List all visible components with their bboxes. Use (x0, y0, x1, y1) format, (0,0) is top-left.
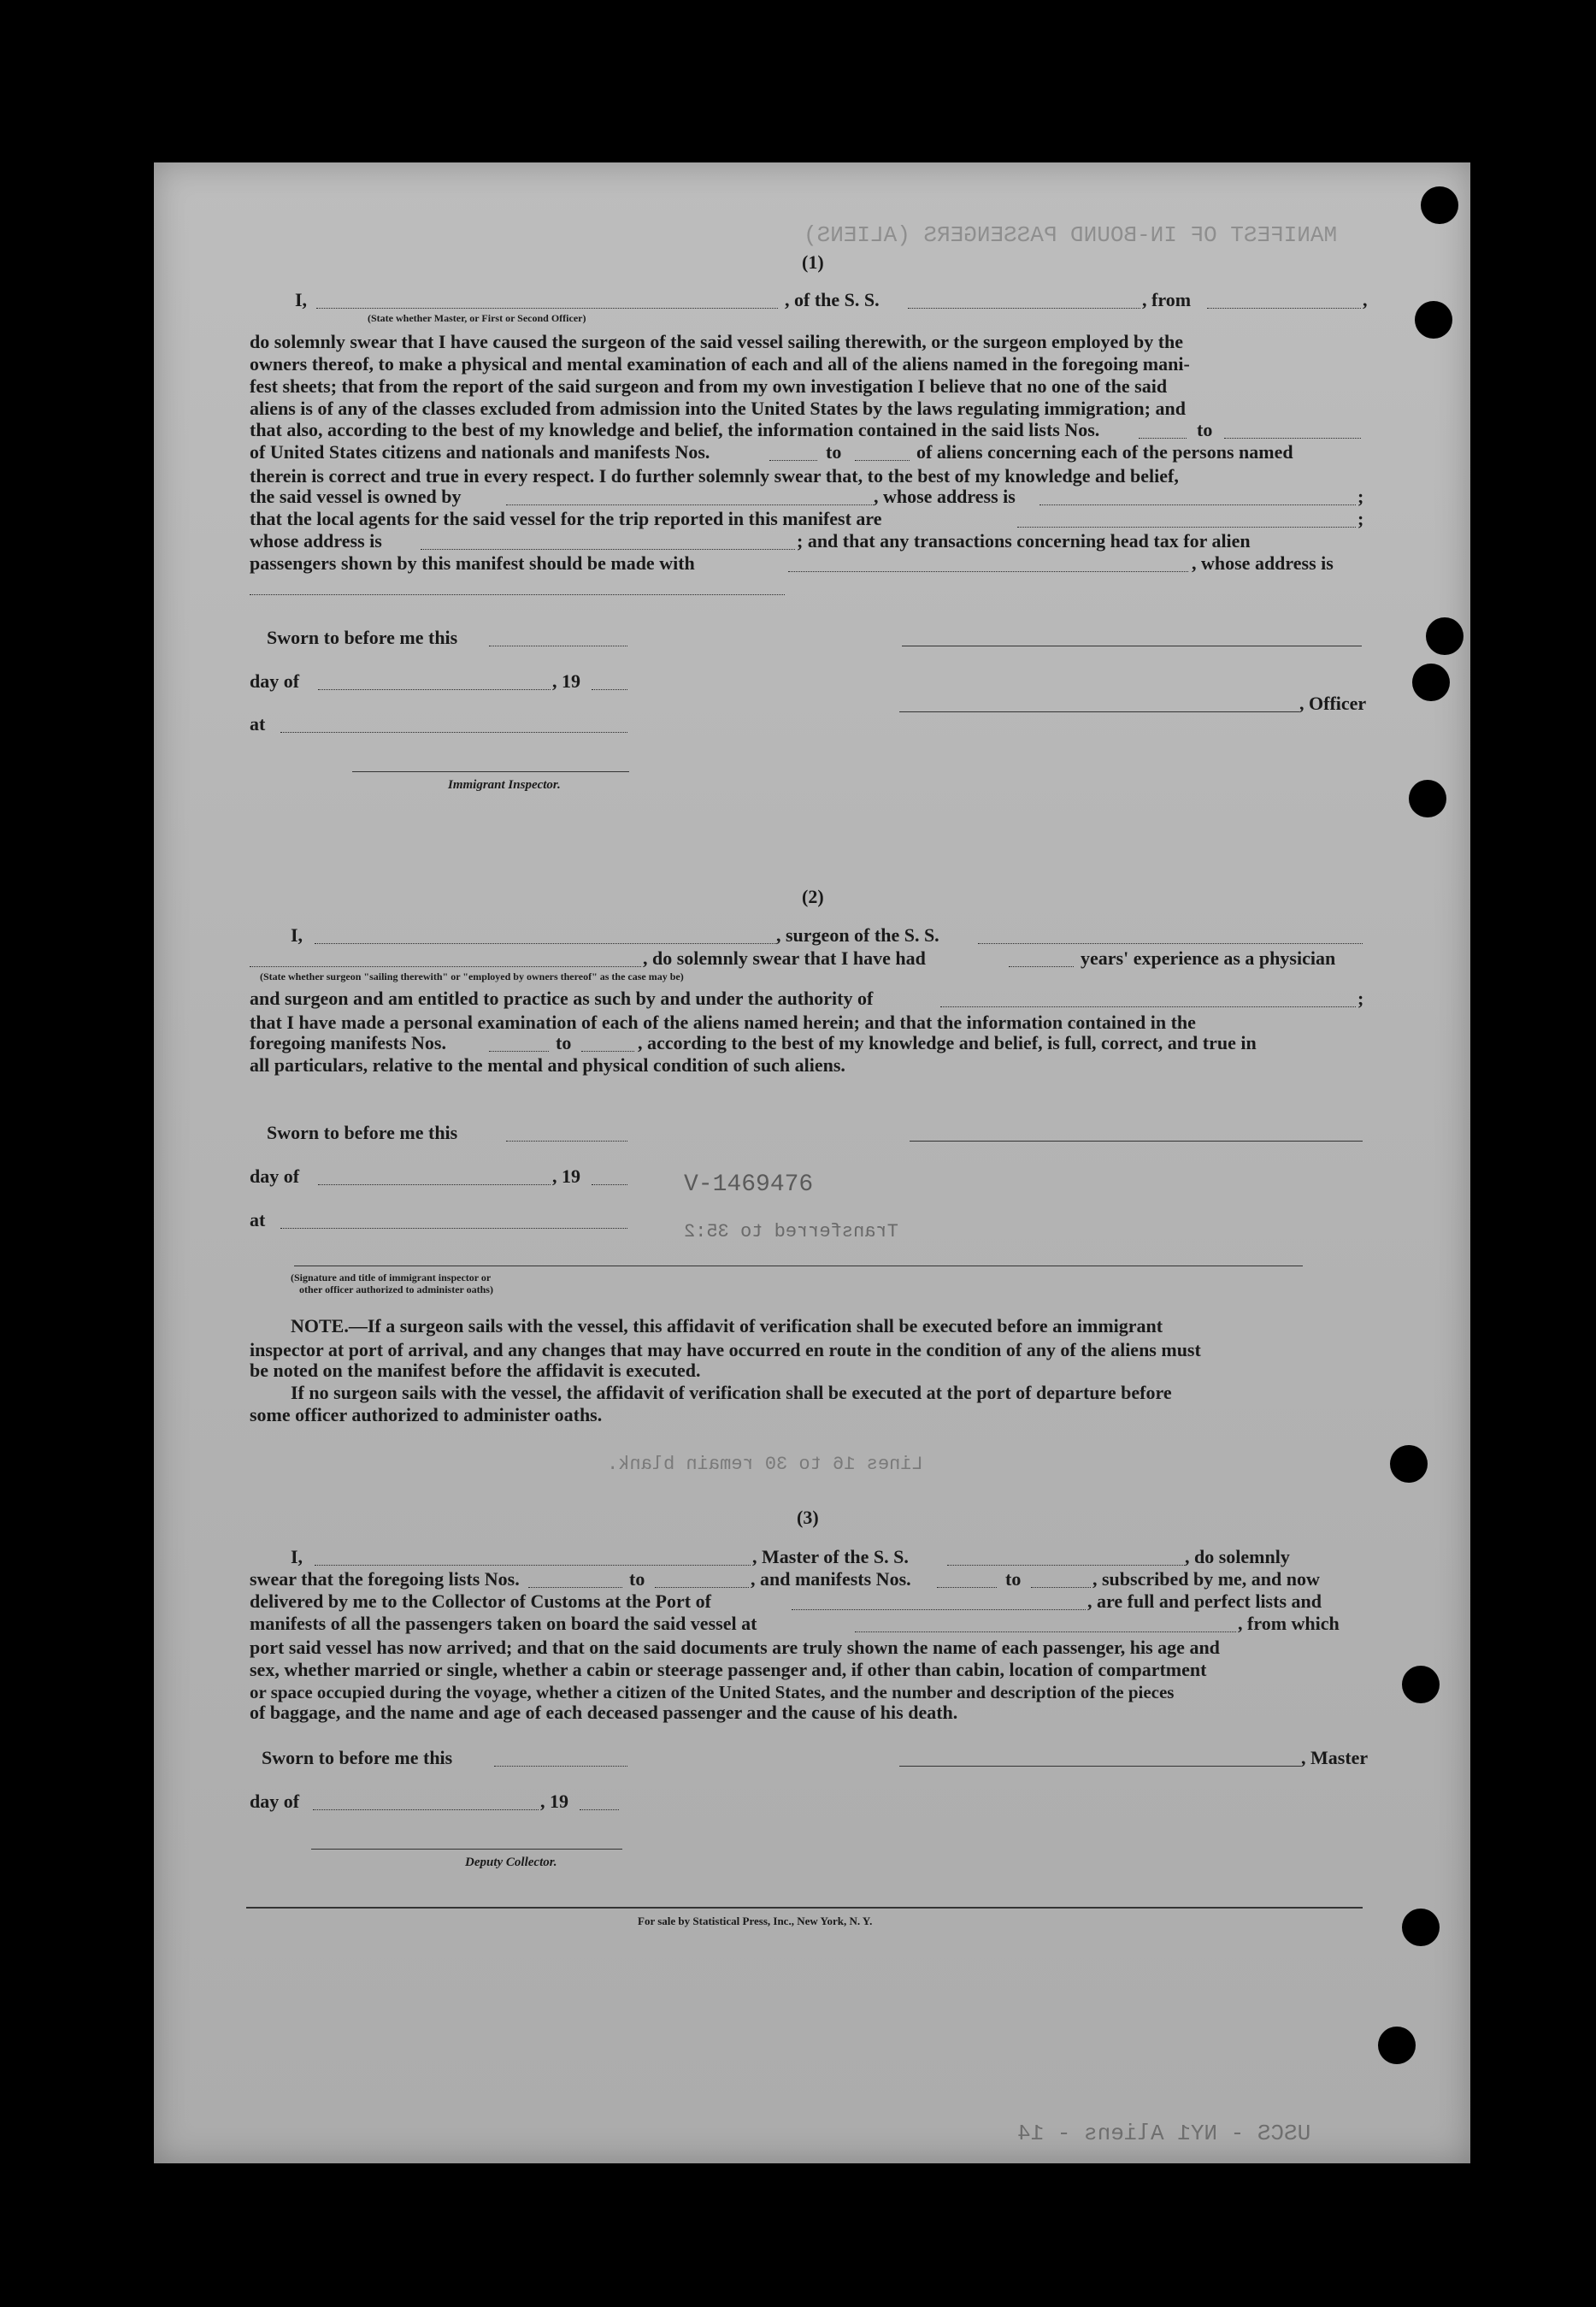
footer-printer: For sale by Statistical Press, Inc., New York, N. Y. (638, 1915, 873, 1927)
section-1-whose-address-is: , whose address is (1192, 552, 1334, 574)
years-field[interactable] (1009, 966, 1074, 967)
surgeon-name-field[interactable] (315, 943, 776, 944)
punch-hole (1402, 1909, 1440, 1946)
section-2-line-3: foregoing manifests Nos. (250, 1032, 446, 1053)
section-3-line-1: swear that the foregoing lists Nos. (250, 1568, 520, 1590)
note-line-2: inspector at port of arrival, and any changes that may have occurred en route in the condition of any of the aliens must (250, 1339, 1201, 1360)
section-2-line-2: that I have made a personal examination of each of the aliens named herein; and that the information contained in the (250, 1012, 1196, 1033)
manifest-page (154, 162, 1470, 2163)
head-tax-party-field[interactable] (788, 571, 1188, 572)
section-1-of-aliens: of aliens concerning each of the persons named (916, 441, 1293, 463)
section-2-line-1: and surgeon and am entitled to practice as such by and under the authority of (250, 988, 874, 1009)
punch-hole (1378, 2027, 1416, 2064)
master-name-field[interactable] (316, 308, 778, 309)
departure-port-field[interactable] (855, 1631, 1236, 1632)
master-signature-line[interactable] (899, 1766, 1301, 1767)
head-tax-address-field[interactable] (250, 594, 785, 595)
punch-hole (1412, 664, 1450, 701)
place-field-1[interactable] (280, 732, 627, 733)
section-3-sworn: Sworn to before me this (262, 1747, 453, 1768)
section-2-number: (2) (802, 886, 824, 907)
surgeon-signature-line[interactable] (910, 1141, 1363, 1142)
punch-hole (1426, 617, 1463, 655)
to-label: to (826, 441, 842, 463)
section-2-line-4: all particulars, relative to the mental and physical condition of such aliens. (250, 1054, 845, 1076)
section-2-state-note: (State whether surgeon "sailing therewith" or "employed by owners thereof" as the case may be) (260, 971, 684, 982)
owner-address-field[interactable] (1039, 504, 1356, 505)
section-3-do-solemnly: , do solemnly (1185, 1546, 1290, 1567)
manifests-to-field[interactable] (855, 460, 910, 461)
surgeon-vessel-field[interactable] (978, 943, 1363, 944)
section-1-line-9: that the local agents for the said vessel for the trip reported in this manifest are (250, 508, 882, 529)
section-3-deputy: Deputy Collector. (465, 1856, 557, 1869)
place-field-2[interactable] (280, 1228, 627, 1229)
section-2-sig-note-2: other officer authorized to administer oaths) (299, 1283, 493, 1295)
surgeon-manifests-from-field[interactable] (489, 1051, 549, 1052)
master-name-field-3[interactable] (315, 1565, 751, 1566)
month-field-2[interactable] (318, 1184, 551, 1185)
deputy-collector-signature-line[interactable] (311, 1849, 622, 1850)
section-3-line-6: or space occupied during the voyage, whether a citizen of the United States, and the number and description of the pieces (250, 1682, 1175, 1702)
section-2-according: , according to the best of my knowledge and belief, is full, correct, and true in (638, 1032, 1257, 1053)
section-1-transactions: ; and that any transactions concerning head tax for alien (797, 530, 1251, 552)
manifests-from-field[interactable] (769, 460, 817, 461)
section-1-of-ss: , of the S. S. (785, 289, 880, 310)
note-label: NOTE. (291, 1315, 349, 1336)
bleed-through-header: MANIFEST OF IN-BOUND PASSENGERS (ALIENS) (804, 222, 1338, 248)
authority-field[interactable] (940, 1006, 1356, 1007)
master-lists-to-field[interactable] (655, 1587, 749, 1588)
section-3-number: (3) (797, 1507, 819, 1528)
punch-hole (1390, 1445, 1428, 1483)
section-3-master: , Master (1301, 1747, 1369, 1768)
officer-signature-line[interactable] (899, 711, 1299, 712)
section-1-line-11: passengers shown by this manifest should be made with (250, 552, 695, 574)
section-2-day-of: day of (250, 1165, 300, 1187)
year-field-2[interactable] (592, 1184, 627, 1185)
bleed-through-lines-blank: Lines 16 to 30 remain blank. (607, 1454, 923, 1475)
section-3-line-4: port said vessel has now arrived; and that on the said documents are truly shown the name of each passenger, his age and (250, 1637, 1220, 1658)
bleed-through-transferred: Transferred to 35:2 (684, 1221, 898, 1242)
owner-field[interactable] (506, 504, 874, 505)
section-1-line-4: aliens is of any of the classes excluded from admission into the United States by the laws regulating immigration; and (250, 398, 1186, 419)
to-label: to (1005, 1568, 1022, 1590)
master-lists-from-field[interactable] (528, 1587, 622, 1588)
section-2-years: years' experience as a physician (1081, 947, 1336, 969)
note-line-4: If no surgeon sails with the vessel, the affidavit of verification shall be executed at the port of departure before (291, 1382, 1172, 1403)
punch-hole (1421, 186, 1458, 224)
bleed-through-number: V-1469476 (684, 1171, 814, 1198)
master-manifests-to-field[interactable] (1031, 1587, 1091, 1588)
port-field[interactable] (792, 1609, 1086, 1610)
section-1-sworn: Sworn to before me this (267, 627, 458, 648)
section-1-year: , 19 (552, 670, 580, 692)
year-field-3[interactable] (580, 1809, 619, 1810)
month-field-3[interactable] (313, 1809, 539, 1810)
semicolon: ; (1357, 988, 1364, 1009)
lists-from-field[interactable] (1139, 438, 1187, 439)
section-1-day-of: day of (250, 670, 300, 692)
section-1-line-6: of United States citizens and nationals and manifests Nos. (250, 441, 710, 463)
sworn-day-field-3[interactable] (494, 1766, 627, 1767)
punch-hole (1415, 301, 1452, 339)
section-2-i: I, (291, 924, 303, 946)
sworn-day-field-2[interactable] (506, 1141, 627, 1142)
to-label: to (629, 1568, 645, 1590)
section-1-from: , from (1142, 289, 1192, 310)
vessel-name-field[interactable] (908, 308, 1140, 309)
section-1-i: I, (295, 289, 308, 310)
punch-hole (1402, 1666, 1440, 1703)
section-1-line-1: do solemnly swear that I have caused the surgeon of the said vessel sailing therewith, or the surgeon employed by the (250, 331, 1184, 352)
surgeon-manifests-to-field[interactable] (581, 1051, 634, 1052)
section-3-i: I, (291, 1546, 303, 1567)
section-3-subscribed: , subscribed by me, and now (1092, 1568, 1320, 1590)
to-label: to (1197, 419, 1213, 440)
section-3-line-3: manifests of all the passengers taken on board the said vessel at (250, 1613, 757, 1634)
note-line-5: some officer authorized to administer oaths. (250, 1404, 603, 1425)
from-port-field[interactable] (1207, 308, 1361, 309)
year-field-1[interactable] (592, 689, 627, 690)
bleed-through-bottom-stamp: USCS - NY1 Aliens - 14 (1017, 2121, 1311, 2146)
punch-hole (1409, 780, 1446, 817)
footer-rule (246, 1907, 1363, 1909)
section-2-at: at (250, 1209, 266, 1230)
section-2-swear: , do solemnly swear that I have had (643, 947, 926, 969)
section-2-surgeon-of: , surgeon of the S. S. (776, 924, 939, 946)
section-1-officer: , Officer (1299, 693, 1367, 714)
section-1-inspector: Immigrant Inspector. (448, 778, 561, 792)
section-3-and-manifests: , and manifests Nos. (751, 1568, 911, 1590)
section-1-at: at (250, 713, 266, 735)
note-line-3: be noted on the manifest before the affidavit is executed. (250, 1360, 701, 1381)
section-1-whose-address: , whose address is (874, 486, 1016, 507)
section-1-line-3: fest sheets; that from the report of the said surgeon and from my own investigation I believe that no one of the said (250, 375, 1168, 397)
section-1-line-7: therein is correct and true in every respect. I do further solemnly swear that, to the best of my knowledge and belief, (250, 465, 1179, 487)
month-field-1[interactable] (318, 689, 551, 690)
inspector-signature-line-1[interactable] (352, 771, 629, 772)
section-3-line-7: of baggage, and the name and age of each deceased passenger and the cause of his death. (250, 1702, 958, 1723)
section-3-year: , 19 (540, 1791, 568, 1812)
section-3-line-5: sex, whether married or single, whether a cabin or steerage passenger and, if other than cabin, location of compartment (250, 1659, 1207, 1680)
semicolon: ; (1357, 508, 1364, 529)
section-2-sig-note-1: (Signature and title of immigrant inspector or (291, 1272, 492, 1283)
section-3-from-which: , from which (1238, 1613, 1340, 1634)
section-1-line-5: that also, according to the best of my knowledge and belief, the information contained in the said lists Nos. (250, 419, 1100, 440)
section-3-line-2: delivered by me to the Collector of Customs at the Port of (250, 1590, 711, 1612)
lists-to-field[interactable] (1224, 438, 1361, 439)
section-2-sworn: Sworn to before me this (267, 1122, 458, 1143)
section-1-state-note: (State whether Master, or First or Second Officer) (368, 312, 586, 324)
master-manifests-from-field[interactable] (937, 1587, 997, 1588)
semicolon: ; (1357, 486, 1364, 507)
section-2-year: , 19 (552, 1165, 580, 1187)
local-agents-field[interactable] (1017, 527, 1356, 528)
note-line-1 (291, 1317, 1163, 1336)
section-1-line-10: whose address is (250, 530, 382, 552)
section-1-line-8: the said vessel is owned by (250, 486, 462, 507)
note-text-1: —If a surgeon sails with the vessel, this affidavit of verification shall be executed before an immigrant (348, 1315, 1163, 1336)
agents-address-field[interactable] (421, 549, 795, 550)
to-label: to (556, 1032, 572, 1053)
comma: , (1363, 289, 1368, 310)
section-1-number: (1) (802, 251, 824, 273)
section-1-line-2: owners thereof, to make a physical and mental examination of each and all of the aliens named in the foregoing mani- (250, 353, 1190, 375)
surgeon-type-field[interactable] (250, 966, 641, 967)
section-3-full-perfect: , are full and perfect lists and (1087, 1590, 1322, 1612)
section-3-master-of: , Master of the S. S. (752, 1546, 909, 1567)
vessel-name-field-3[interactable] (947, 1565, 1185, 1566)
section-3-day-of: day of (250, 1791, 300, 1812)
